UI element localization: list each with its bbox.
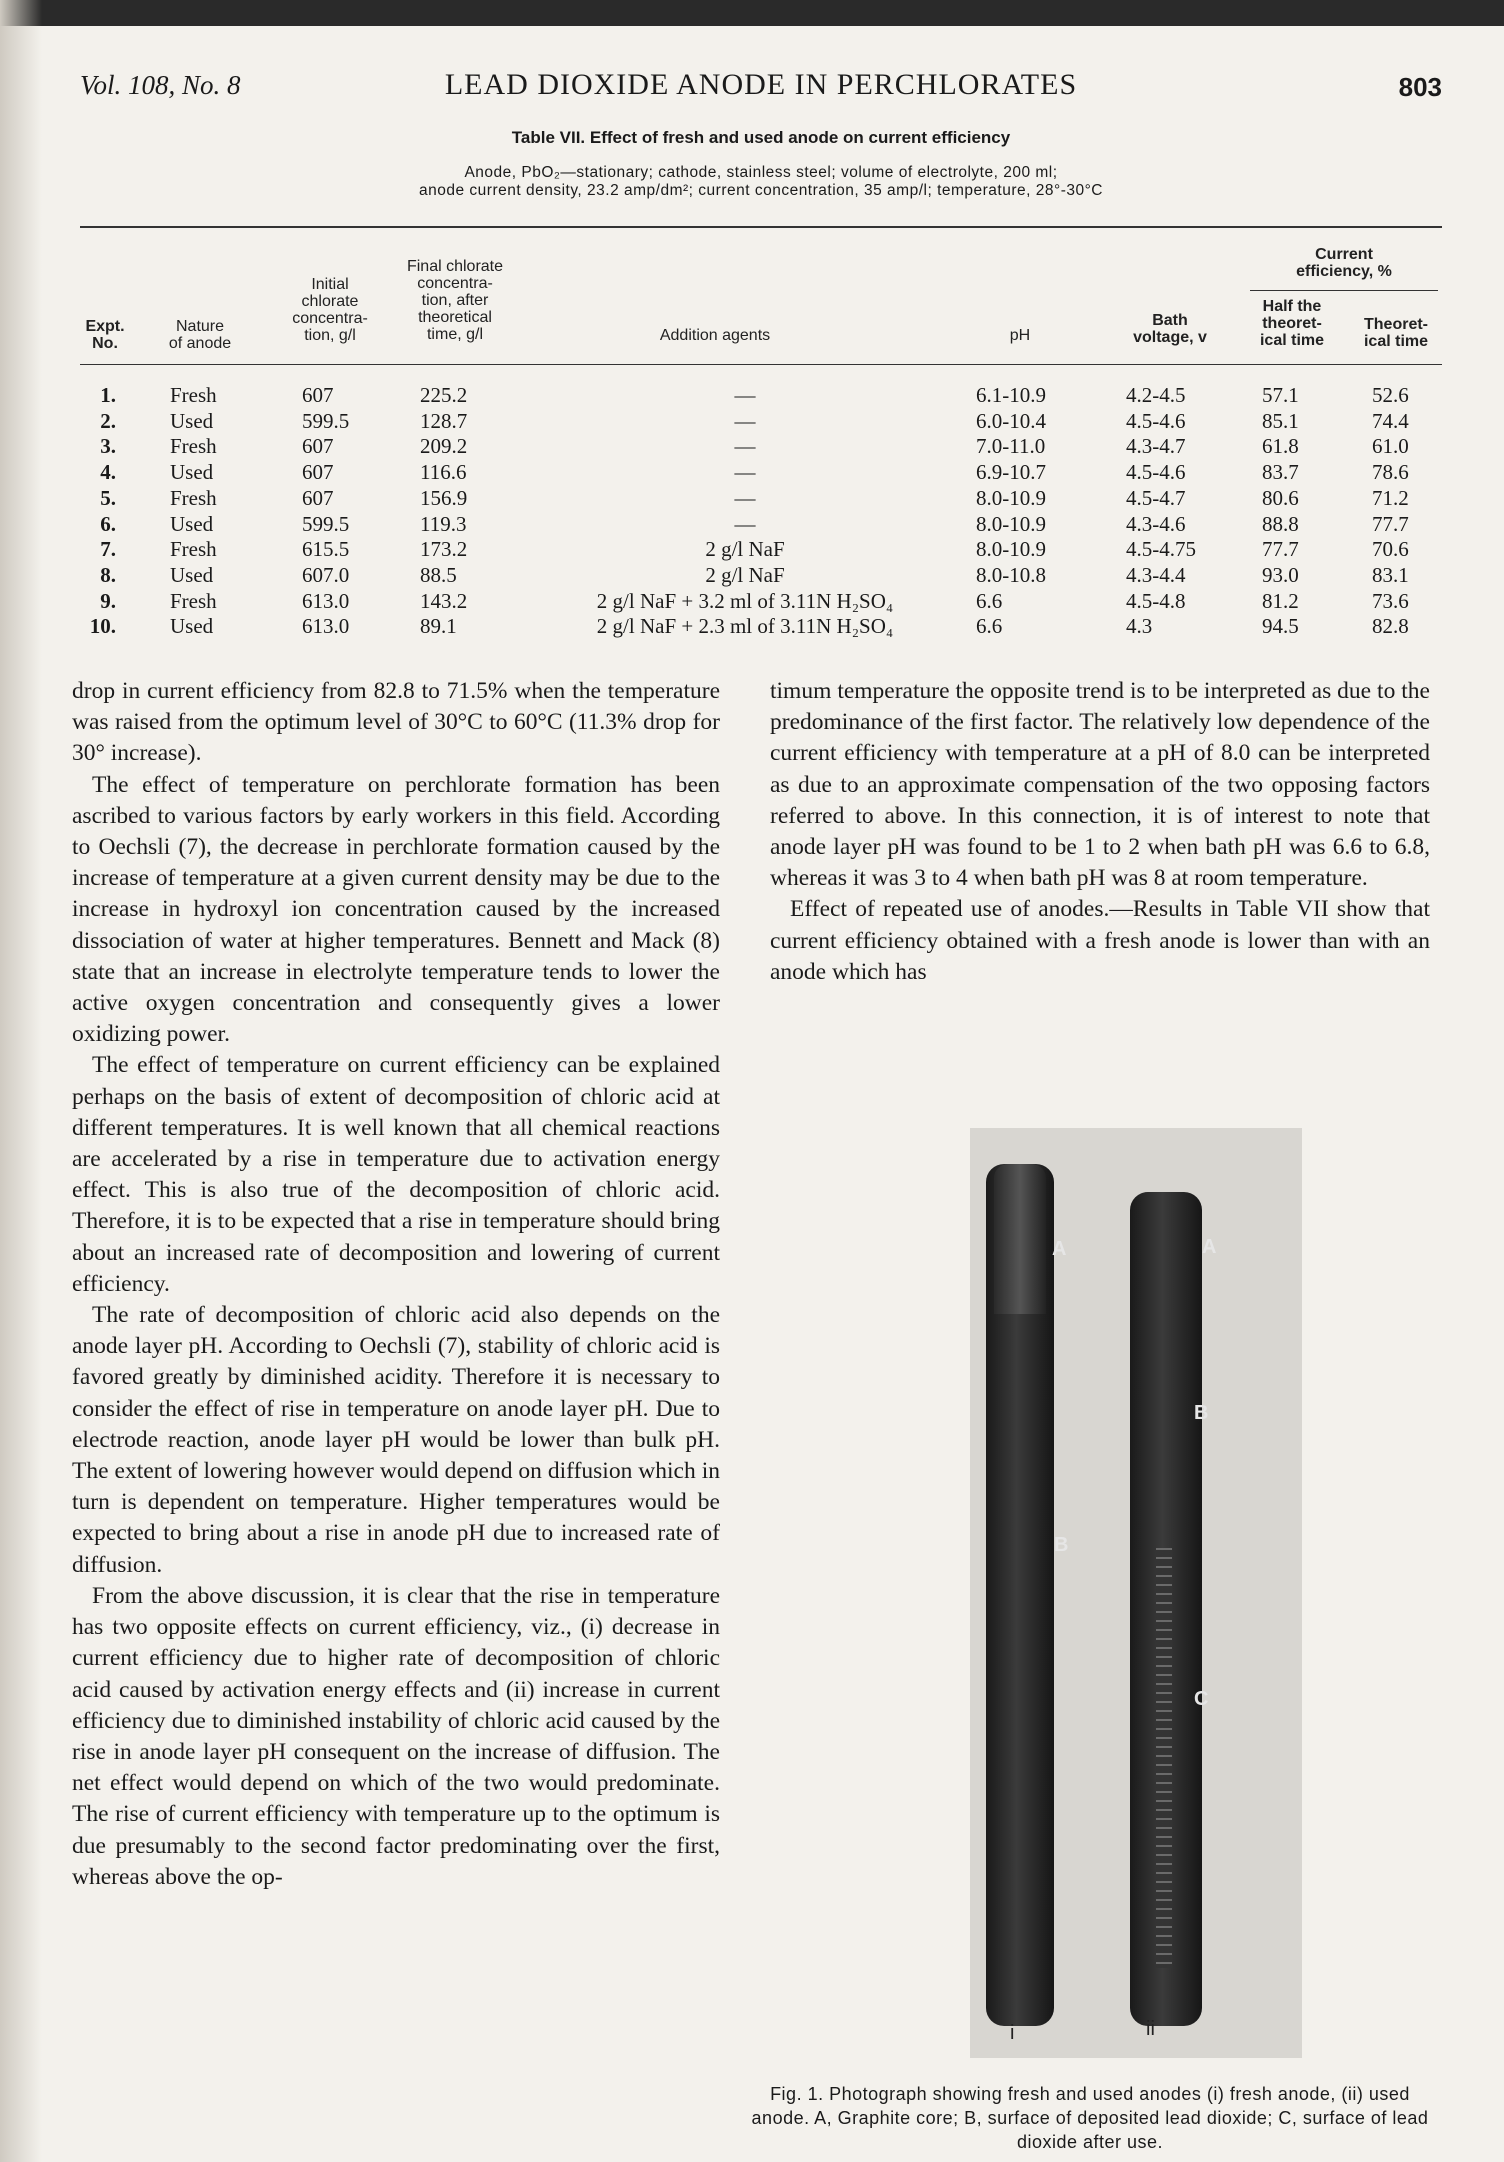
header-line: Final chlorate: [406, 258, 504, 275]
column-theoretical: [1372, 383, 1409, 640]
cell-addition: —: [734, 434, 756, 459]
cell-nature: Used: [170, 511, 214, 536]
column-ph: [976, 383, 1046, 640]
page-number: 803: [1398, 72, 1442, 102]
anode-photograph: [970, 1128, 1302, 2058]
header-line: efficiency, %: [1296, 263, 1392, 280]
cell-initial: 613.0: [302, 614, 350, 639]
cell-nature: Used: [170, 614, 214, 639]
cell-nature: Used: [170, 408, 214, 433]
cell-initial: 607: [302, 485, 334, 510]
header-bath-voltage: [1110, 312, 1230, 346]
cell-ph: 8.0-10.8: [976, 562, 1046, 587]
column-expt-no: [84, 383, 116, 640]
cell-expt-no: 4.: [100, 460, 116, 485]
column-nature: [170, 383, 217, 640]
graphite-core-tip: [994, 1164, 1046, 1314]
cell-addition: —: [734, 511, 756, 536]
header-line: voltage, v: [1133, 329, 1207, 346]
cell-theoretical: 52.6: [1372, 383, 1409, 407]
header-line: chlorate: [301, 293, 359, 310]
cell-final: 128.7: [420, 408, 468, 433]
header-initial-chlorate: [270, 276, 390, 344]
header-nature: [150, 318, 250, 352]
header-line: Nature: [175, 318, 225, 335]
cell-ph: 8.0-10.9: [976, 537, 1046, 562]
label-b-used: B: [1194, 1402, 1209, 1424]
cell-theoretical: 70.6: [1372, 537, 1409, 562]
cell-initial: 599.5: [302, 408, 350, 433]
cell-expt-no: 5.: [100, 485, 116, 510]
header-line: of anode: [168, 335, 232, 352]
cell-final: 119.3: [420, 511, 467, 536]
cell-initial: 607: [302, 460, 334, 485]
cell-theoretical: 61.0: [1372, 434, 1409, 459]
cell-half-theoretical: 80.6: [1262, 485, 1299, 510]
cell-expt-no: 9.: [100, 588, 116, 613]
paragraph: timum temperature the opposite trend is to be interpreted as due to the predominance of the first factor. The relatively low dependence of the current efficiency with temperature at a pH of 8.0 can be interpreted as due to an approximate compensation of the two opposing factors referred to above. In this connection, it is of interest to note that anode layer pH was found to be 1 to 2 when bath pH was 6.6 to 6.8, whereas it was 3 to 4 when bath pH was 8 at room temperature.: [770, 678, 1430, 892]
cell-bath-voltage: 4.5-4.6: [1126, 460, 1186, 485]
cell-half-theoretical: 88.8: [1262, 511, 1299, 536]
cell-final: 116.6: [420, 460, 467, 485]
cell-bath-voltage: 4.5-4.6: [1126, 408, 1186, 433]
cell-initial: 613.0: [302, 588, 350, 613]
header-line: No.: [92, 335, 118, 352]
header-spanner-rule: [1250, 290, 1438, 291]
label-i: i: [1010, 2022, 1015, 2044]
cell-expt-no: 2.: [100, 408, 116, 433]
cell-expt-no: 10.: [89, 614, 116, 639]
header-current-efficiency: [1250, 246, 1438, 280]
cell-final: 89.1: [420, 614, 457, 639]
header-line: concentra-: [292, 310, 368, 327]
column-addition: [510, 383, 980, 640]
cell-bath-voltage: 4.5-4.7: [1126, 485, 1186, 510]
cell-initial: 615.5: [302, 537, 350, 562]
cell-theoretical: 83.1: [1372, 562, 1409, 587]
cell-half-theoretical: 81.2: [1262, 588, 1299, 613]
cell-final: 209.2: [420, 434, 468, 459]
cell-theoretical: 74.4: [1372, 408, 1409, 433]
cell-final: 156.9: [420, 485, 468, 510]
cell-nature: Fresh: [170, 485, 217, 510]
header-line: ical time: [1363, 333, 1429, 350]
cell-expt-no: 6.: [100, 511, 116, 536]
cell-ph: 6.6: [976, 588, 1003, 613]
cell-nature: Fresh: [170, 434, 217, 459]
cell-expt-no: 1.: [100, 383, 116, 407]
cell-half-theoretical: 77.7: [1262, 537, 1299, 562]
table-title: Table VII. Effect of fresh and used anode on current efficiency: [511, 128, 1011, 147]
cell-nature: Fresh: [170, 383, 217, 407]
column-bath-voltage: [1126, 383, 1196, 640]
header-expt-no: [80, 318, 130, 352]
cell-theoretical: 78.6: [1372, 460, 1409, 485]
cell-half-theoretical: 57.1: [1262, 383, 1299, 407]
cell-bath-voltage: 4.5-4.75: [1126, 537, 1196, 562]
cell-half-theoretical: 83.7: [1262, 460, 1299, 485]
header-addition-agents: Addition agents: [659, 327, 771, 344]
cell-addition: —: [734, 460, 756, 485]
cell-half-theoretical: 93.0: [1262, 562, 1299, 587]
cell-ph: 6.0-10.4: [976, 408, 1046, 433]
cell-addition: 2 g/l NaF: [705, 537, 785, 562]
header-line: concentra-: [417, 275, 493, 292]
paragraph: The effect of temperature on perchlorate formation has been ascribed to various factors by early workers in this field. According to Oechsli (7), the decrease in perchlorate formation caused by the increase of temperature at a given current density may be due to the increase in hydroxyl ion concentration caused by the increased dissociation of water at higher temperatures. Bennett and Mack (8) state that an increase in electrolyte temperature tends to lower the active oxygen concentration and consequently gives a lower oxidizing power.: [72, 771, 720, 1048]
header-line: theoretical: [418, 309, 492, 326]
table-conditions: [80, 164, 1442, 200]
header-final-chlorate: [385, 258, 525, 343]
table-top-rule: [80, 226, 1442, 228]
header-line: theoret-: [1262, 315, 1322, 332]
cell-expt-no: 7.: [100, 537, 116, 562]
column-final: [420, 383, 467, 640]
cell-final: 143.2: [420, 588, 468, 613]
cell-theoretical: 82.8: [1372, 614, 1409, 639]
header-line: Initial: [311, 276, 349, 293]
cell-half-theoretical: 85.1: [1262, 408, 1299, 433]
table-conditions-line: anode current density, 23.2 amp/dm²; current concentration, 35 amp/l; temperature, 28°-30°C: [419, 182, 1103, 199]
figure-caption: Fig. 1. Photograph showing fresh and used anodes (i) fresh anode, (ii) used anode. A, Graphite core; B, surface of deposited lead dioxide; C, surface of lead dioxide after use.: [751, 2084, 1429, 2152]
cell-nature: Fresh: [170, 588, 217, 613]
cell-ph: 6.6: [976, 614, 1003, 639]
label-a-fresh: A: [1052, 1238, 1067, 1260]
paragraph: The effect of temperature on current efficiency can be explained perhaps on the basis of extent of decomposition of chloric acid at different temperatures. It is well known that all chemical reactions are accelerated by a rise in temperature due to activation energy effect. This is also true of the decomposition of chloric acid. Therefore, it is to be expected that a rise in temperature should bring about an increased rate of decomposition and lowering of current efficiency.: [72, 1052, 720, 1297]
header-line: Bath: [1152, 312, 1188, 329]
cell-half-theoretical: 94.5: [1262, 614, 1299, 639]
cell-nature: Fresh: [170, 537, 217, 562]
header-half-theoretical: [1244, 298, 1340, 349]
table-header-rule: [80, 364, 1442, 365]
column-initial: [302, 383, 349, 640]
cell-addition: 2 g/l NaF + 3.2 ml of 3.11N H₂SO₄: [596, 588, 894, 613]
cell-ph: 6.1-10.9: [976, 383, 1046, 407]
cell-theoretical: 77.7: [1372, 511, 1409, 536]
cell-initial: 607.0: [302, 562, 350, 587]
cell-bath-voltage: 4.3-4.7: [1126, 434, 1186, 459]
journal-volume: Vol. 108, No. 8: [80, 70, 241, 100]
header-line: Half the: [1262, 298, 1322, 315]
header-line: Expt.: [85, 318, 125, 335]
left-text-column: [72, 676, 720, 1893]
running-head: [80, 68, 1442, 108]
cell-theoretical: 71.2: [1372, 485, 1409, 510]
paragraph: Effect of repeated use of anodes.—Results in Table VII show that current efficiency obtained with a fresh anode is lower than with an anode which has: [770, 896, 1430, 985]
cell-bath-voltage: 4.5-4.8: [1126, 588, 1186, 613]
header-line: tion, g/l: [304, 327, 356, 344]
cell-ph: 7.0-11.0: [976, 434, 1046, 459]
cell-final: 88.5: [420, 562, 457, 587]
cell-ph: 8.0-10.9: [976, 485, 1046, 510]
cell-addition: 2 g/l NaF + 2.3 ml of 3.11N H₂SO₄: [596, 614, 894, 639]
used-surface-texture: [1156, 1548, 1172, 1968]
header-line: Theoret-: [1364, 316, 1428, 333]
label-c-used: C: [1194, 1688, 1209, 1710]
paragraph: The rate of decomposition of chloric acid also depends on the anode layer pH. According to Oechsli (7), stability of chloric acid is favored greatly by diminished acidity. Therefore it is necessary to consider the effect of rise in temperature on anode layer pH. Due to electrode reaction, anode layer pH would be lower than bulk pH. The extent of lowering however would depend on diffusion which in turn is dependent on temperature. Higher temperatures would be expected to bring about a rise in anode pH due to increased rate of diffusion.: [72, 1302, 720, 1578]
cell-bath-voltage: 4.3-4.6: [1126, 511, 1186, 536]
label-a-used: A: [1202, 1236, 1217, 1258]
cell-addition: —: [734, 485, 756, 510]
cell-bath-voltage: 4.3-4.4: [1126, 562, 1186, 587]
header-line: time, g/l: [426, 326, 483, 343]
cell-theoretical: 73.6: [1372, 588, 1409, 613]
header-theoretical: [1348, 316, 1444, 350]
article-title: LEAD DIOXIDE ANODE IN PERCHLORATES: [444, 68, 1078, 101]
cell-nature: Used: [170, 562, 214, 587]
cell-expt-no: 8.: [100, 562, 116, 587]
cell-addition: 2 g/l NaF: [705, 562, 785, 587]
label-b-fresh: B: [1054, 1534, 1069, 1556]
cell-initial: 607: [302, 383, 334, 407]
column-half-theoretical: [1262, 383, 1299, 640]
cell-addition: —: [734, 383, 756, 407]
paragraph: From the above discussion, it is clear that the rise in temperature has two opposite effects on current efficiency, viz., (i) decrease in current efficiency due to higher rate of decomposition of chloric acid caused by activation energy effects and (ii) increase in current efficiency due to diminished instability of chloric acid caused by the rise in anode layer pH consequent on the increase of diffusion. The net effect would depend on which of the two would predominate. The rise of current efficiency with temperature up to the optimum is due presumably to the second factor predominating over the first, whereas above the op-: [72, 1582, 720, 1890]
cell-half-theoretical: 61.8: [1262, 434, 1299, 459]
cell-final: 173.2: [420, 537, 468, 562]
cell-initial: 599.5: [302, 511, 350, 536]
cell-ph: 6.9-10.7: [976, 460, 1046, 485]
right-text-column: [770, 676, 1430, 988]
table-conditions-line: Anode, PbO₂—stationary; cathode, stainless steel; volume of electrolyte, 200 ml;: [464, 164, 1058, 181]
label-ii: ii: [1146, 2018, 1155, 2040]
scan-top-shadow: [0, 0, 1504, 26]
cell-bath-voltage: 4.2-4.5: [1126, 383, 1186, 407]
header-ph: pH: [1009, 327, 1031, 344]
cell-nature: Used: [170, 460, 214, 485]
header-line: ical time: [1259, 332, 1325, 349]
header-line: Current: [1315, 246, 1373, 263]
cell-bath-voltage: 4.3: [1126, 614, 1153, 639]
cell-ph: 8.0-10.9: [976, 511, 1046, 536]
cell-addition: —: [734, 408, 756, 433]
cell-final: 225.2: [420, 383, 468, 407]
paragraph: drop in current efficiency from 82.8 to 71.5% when the temperature was raised from the optimum level of 30°C to 60°C (11.3% drop for 30° increase).: [72, 678, 720, 767]
cell-initial: 607: [302, 434, 334, 459]
cell-expt-no: 3.: [100, 434, 116, 459]
scan-binding-shadow: [0, 0, 42, 2162]
header-line: tion, after: [421, 292, 489, 309]
